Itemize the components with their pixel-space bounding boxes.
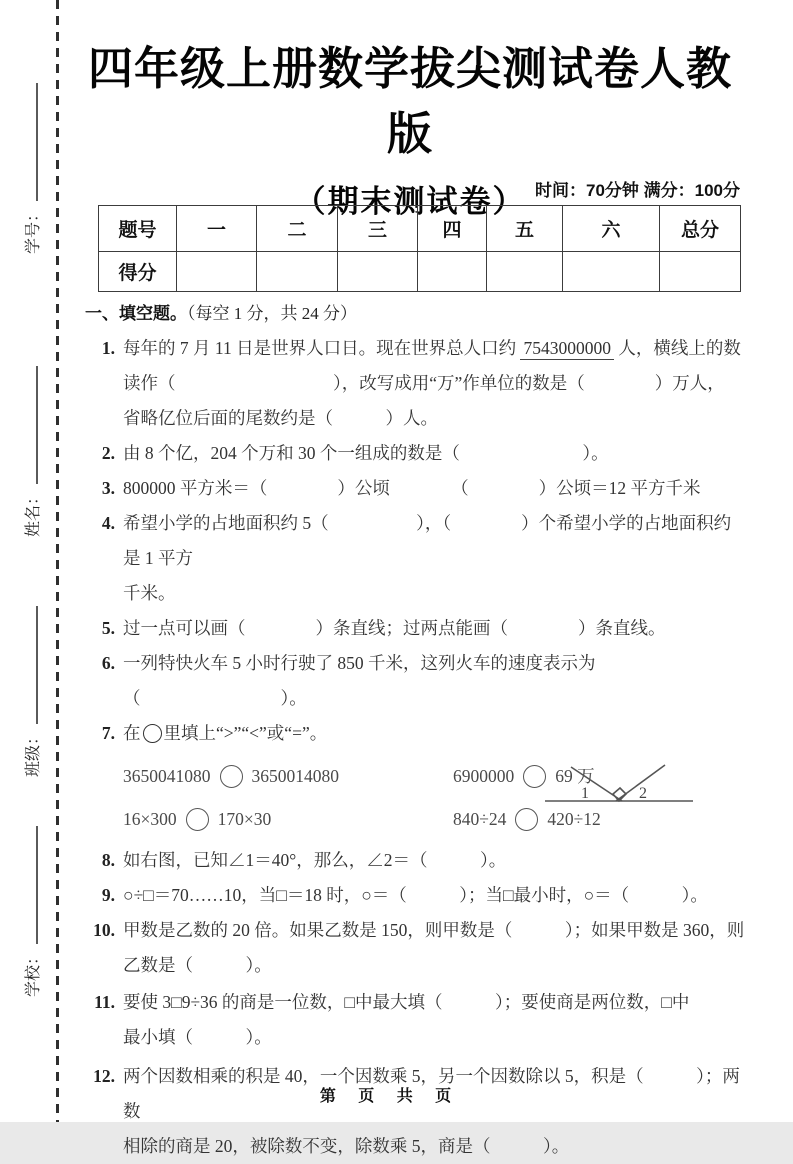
question-5 <box>85 611 745 646</box>
comparison-operand: 3650041080 <box>123 766 211 786</box>
comparison-operand: 170×30 <box>217 809 272 829</box>
question-line: ○÷□＝70……10，当□＝18 时，○＝（ ）；当□最小时，○＝（ ）。 <box>123 885 708 905</box>
question-line: 两个因数相乘的积是 40，一个因数乘 5，另一个因数除以 5，积是（ ）；两数 <box>123 1066 740 1121</box>
class-label: 班级： <box>25 728 42 777</box>
score-cell <box>563 252 660 292</box>
school-field <box>20 826 43 997</box>
question-number: 4. <box>101 513 115 533</box>
score-table <box>98 205 741 292</box>
section-title <box>85 296 745 331</box>
score-cell <box>418 252 487 292</box>
score-row-label: 得分 <box>99 252 177 292</box>
underlined-number: 7543000000 <box>520 338 614 360</box>
question-3 <box>85 471 745 506</box>
question-line: 如右图，已知∠1＝40°，那么，∠2＝（ ）。 <box>123 850 507 870</box>
comparison-operand: 420÷12 <box>547 809 601 829</box>
score-cell <box>257 252 338 292</box>
question-text: 每年的 7 月 11 日是世界人口日。现在世界总人口约 <box>123 338 521 358</box>
section-title-note: （每空 1 分，共 24 分） <box>187 304 357 323</box>
score-table-header: 总分 <box>660 206 741 252</box>
score-table-score-row <box>99 252 741 292</box>
class-field <box>20 606 43 777</box>
question-line: 要使 3□9÷36 的商是一位数，□中最大填（ ）；要使商是两位数，□中 <box>123 992 690 1012</box>
question-line: 千米。 <box>123 583 176 603</box>
school-blank-line <box>36 826 38 944</box>
question-6 <box>85 646 745 716</box>
question-line: 过一点可以画（ ）条直线；过两点能画（ ）条直线。 <box>123 618 666 638</box>
page-footer: 第 页 共 页 <box>319 1088 461 1105</box>
score-table-header: 四 <box>418 206 487 252</box>
exam-meta: 时间：70分钟 满分：100分 <box>535 181 740 200</box>
question-line: 由 8 个亿，204 个万和 30 个一组成的数是（ ）。 <box>123 443 609 463</box>
comparison-item <box>123 802 453 837</box>
comparison-operand: 840÷24 <box>453 809 507 829</box>
score-cell <box>338 252 418 292</box>
question-line <box>123 331 745 366</box>
angle-1-label: 1 <box>581 785 589 802</box>
question-4 <box>85 506 745 611</box>
blank-circle-icon <box>220 765 243 788</box>
question-number: 12. <box>93 1066 115 1086</box>
name-blank-line <box>36 366 38 484</box>
question-number: 1. <box>101 338 115 358</box>
question-line <box>123 716 745 751</box>
student-id-field <box>20 83 43 254</box>
question-line: 希望小学的占地面积约 5（ ），（ ）个希望小学的占地面积约是 1 平方 <box>123 513 732 568</box>
angle-diagram <box>543 763 703 811</box>
name-field <box>20 366 43 537</box>
question-text: 在 <box>123 723 141 743</box>
question-9 <box>85 878 745 913</box>
school-label: 学校： <box>25 948 42 997</box>
comparison-operand: 69 万 <box>555 766 595 786</box>
question-number: 10. <box>93 920 115 940</box>
comparison-operand: 6900000 <box>453 766 515 786</box>
question-number: 2. <box>101 443 115 463</box>
student-id-blank-line <box>36 83 38 201</box>
blank-circle-icon <box>515 808 538 831</box>
score-cell <box>487 252 563 292</box>
score-table-header: 题号 <box>99 206 177 252</box>
score-table-header: 二 <box>257 206 338 252</box>
question-line: 最小填（ ）。 <box>123 1027 272 1047</box>
question-text: 里填上“>”“<”或“=”。 <box>163 723 328 743</box>
blank-circle-icon <box>186 808 209 831</box>
page-title: 四年级上册数学拔尖测试卷人教版 <box>87 43 732 159</box>
fold-dashed-line <box>56 0 59 1122</box>
comparison-operand: 16×300 <box>123 809 177 829</box>
score-table-header: 三 <box>338 206 418 252</box>
comparison-item <box>123 759 453 794</box>
question-text: 人，横线上的数 <box>613 338 741 358</box>
score-table-header: 六 <box>563 206 660 252</box>
question-line: 一列特快火车 5 小时行驶了 850 千米，这列火车的速度表示为（ ）。 <box>123 653 596 708</box>
question-line: 乙数是（ ）。 <box>123 955 272 975</box>
question-10 <box>85 913 745 983</box>
student-id-label: 学号： <box>25 205 42 254</box>
comparison-operand: 3650014080 <box>251 766 339 786</box>
question-line: 相除的商是 20，被除数不变，除数乘 5，商是（ ）。 <box>123 1136 570 1156</box>
question-line: 省略亿位后面的尾数约是（ ）人。 <box>123 408 438 428</box>
score-table-header: 五 <box>487 206 563 252</box>
question-8 <box>85 843 745 878</box>
question-1 <box>85 331 745 436</box>
blank-circle-icon <box>143 724 162 743</box>
score-cell <box>660 252 741 292</box>
score-cell <box>177 252 257 292</box>
name-label: 姓名： <box>25 488 42 537</box>
question-line: 800000 平方米＝（ ）公顷 （ ）公顷＝12 平方千米 <box>123 478 701 498</box>
question-line: 读作（ ），改写成用“万”作单位的数是（ ）万人， <box>123 373 725 393</box>
question-number: 11. <box>94 992 115 1012</box>
question-number: 8. <box>101 850 115 870</box>
question-2 <box>85 436 745 471</box>
question-line: 甲数是乙数的 20 倍。如果乙数是 150，则甲数是（ ）；如果甲数是 360，则 <box>123 920 745 940</box>
question-number: 5. <box>101 618 115 638</box>
angle-2-label: 2 <box>639 785 647 802</box>
question-number: 9. <box>101 885 115 905</box>
page-subtitle: （期末测试卷） <box>294 184 526 219</box>
question-number: 6. <box>101 653 115 673</box>
question-11 <box>85 985 745 1055</box>
question-number: 7. <box>101 723 115 743</box>
question-number: 3. <box>101 478 115 498</box>
section-title-bold: 一、填空题。 <box>85 304 187 323</box>
fill-in-blanks-section <box>85 296 745 1164</box>
score-table-header-row <box>99 206 741 252</box>
score-table-header: 一 <box>177 206 257 252</box>
class-blank-line <box>36 606 38 724</box>
question-12 <box>85 1059 745 1164</box>
